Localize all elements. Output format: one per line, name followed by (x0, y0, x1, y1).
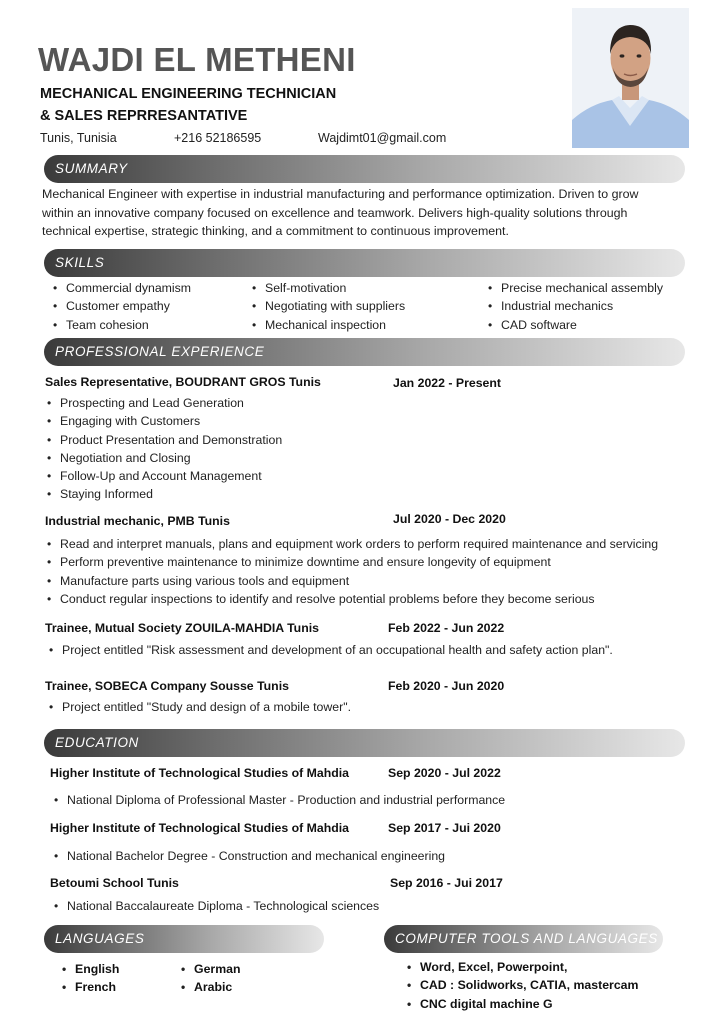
job-title-line-1: MECHANICAL ENGINEERING TECHNICIAN (40, 86, 337, 102)
language-item: • Arabic (179, 978, 240, 996)
job-bullet: • Manufacture parts using various tools and equipment (45, 572, 658, 590)
job-bullet: • Follow-Up and Account Management (45, 467, 282, 485)
skill-item: • Commercial dynamism (51, 279, 191, 297)
education-dates: Sep 2017 - Jui 2020 (388, 821, 501, 835)
job-dates: Feb 2020 - Jun 2020 (388, 679, 505, 693)
computer-tools-heading: COMPUTER TOOLS AND LANGUAGES (395, 931, 658, 946)
education-details (52, 791, 505, 809)
skills-column-2 (250, 279, 405, 334)
skill-item: • Negotiating with suppliers (250, 297, 405, 315)
languages-column-2 (179, 960, 240, 997)
skill-item: • CAD software (486, 316, 663, 334)
skills-heading: SKILLS (55, 255, 105, 270)
profile-photo (572, 8, 689, 148)
job-bullet: • Engaging with Customers (45, 412, 282, 430)
skill-item: • Self-motivation (250, 279, 405, 297)
skill-item: • Team cohesion (51, 316, 191, 334)
section-header-languages (44, 925, 324, 953)
job-dates: Jul 2020 - Dec 2020 (393, 512, 506, 526)
job-bullet: • Project entitled "Risk assessment and development of an occupational health and safety action plan". (47, 641, 613, 659)
job-bullet: • Product Presentation and Demonstration (45, 431, 282, 449)
language-item: • French (60, 978, 119, 996)
job-title-line-2: & SALES REPRRESANTATIVE (40, 108, 248, 124)
job-bullet: • Staying Informed (45, 485, 282, 503)
job-bullet: • Conduct regular inspections to identify and resolve potential problems before they become serious (45, 590, 658, 608)
section-header-summary (44, 155, 685, 183)
contact-email: Wajdimt01@gmail.com (318, 131, 447, 145)
section-header-experience (44, 338, 685, 366)
contact-phone: +216 52186595 (174, 131, 262, 145)
computer-tools-list (405, 958, 638, 1013)
job-title: Trainee, SOBECA Company Sousse Tunis (45, 679, 289, 693)
skills-column-3 (486, 279, 663, 334)
education-details (52, 897, 379, 915)
education-school: Higher Institute of Technological Studies of Mahdia (50, 821, 350, 835)
languages-heading: LANGUAGES (55, 931, 145, 946)
language-item: • German (179, 960, 240, 978)
education-detail: • National Baccalaureate Diploma - Technological sciences (52, 897, 379, 915)
languages-column-1 (60, 960, 119, 997)
education-school: Betoumi School Tunis (50, 876, 179, 890)
education-dates: Sep 2020 - Jul 2022 (388, 766, 501, 780)
job-title: Industrial mechanic, PMB Tunis (45, 514, 230, 528)
computer-tool-item: • Word, Excel, Powerpoint, (405, 958, 638, 976)
education-detail: • National Diploma of Professional Master - Production and industrial performance (52, 791, 505, 809)
job-bullet: • Prospecting and Lead Generation (45, 394, 282, 412)
job-title: Trainee, Mutual Society ZOUILA-MAHDIA Tunis (45, 621, 319, 635)
education-detail: • National Bachelor Degree - Construction and mechanical engineering (52, 847, 445, 865)
section-header-education (44, 729, 685, 757)
skill-item: • Precise mechanical assembly (486, 279, 663, 297)
job-bullet: • Project entitled "Study and design of a mobile tower". (47, 698, 351, 716)
job-dates: Jan 2022 - Present (393, 376, 502, 390)
job-bullets (47, 641, 613, 659)
job-bullet: • Read and interpret manuals, plans and equipment work orders to perform required maintenance and servicing (45, 535, 658, 553)
job-bullet: • Perform preventive maintenance to minimize downtime and ensure longevity of equipment (45, 553, 658, 571)
education-school: Higher Institute of Technological Studies of Mahdia (50, 766, 350, 780)
computer-tool-item: • CNC digital machine G (405, 995, 638, 1013)
job-bullets (45, 394, 282, 504)
skills-column-1 (51, 279, 191, 334)
skill-item: • Industrial mechanics (486, 297, 663, 315)
candidate-name: WAJDI EL METHENI (38, 41, 356, 78)
education-heading: EDUCATION (55, 735, 139, 750)
job-dates: Feb 2022 - Jun 2022 (388, 621, 505, 635)
job-bullets (45, 535, 658, 608)
contact-location: Tunis, Tunisia (40, 131, 117, 145)
job-bullet: • Negotiation and Closing (45, 449, 282, 467)
summary-line: technical expertise, strategic thinking, and a commitment to continuous improvement. (42, 224, 509, 238)
job-title: Sales Representative, BOUDRANT GROS Tunis (45, 375, 321, 389)
skill-item: • Mechanical inspection (250, 316, 405, 334)
section-header-computer-tools (384, 925, 663, 953)
experience-heading: PROFESSIONAL EXPERIENCE (55, 344, 265, 359)
summary-heading: SUMMARY (55, 161, 128, 176)
skill-item: • Customer empathy (51, 297, 191, 315)
language-item: • English (60, 960, 119, 978)
summary-text (42, 185, 692, 241)
education-details (52, 847, 445, 865)
summary-line: Mechanical Engineer with expertise in industrial manufacturing and performance optimization. Driven to grow (42, 187, 639, 201)
education-dates: Sep 2016 - Jui 2017 (390, 876, 503, 890)
computer-tool-item: • CAD : Solidworks, CATIA, mastercam (405, 976, 638, 994)
summary-line: within an innovative company focused on excellence and teamwork. Delivers high-quality solutions through (42, 205, 628, 220)
job-bullets (47, 698, 351, 716)
section-header-skills (44, 249, 685, 277)
